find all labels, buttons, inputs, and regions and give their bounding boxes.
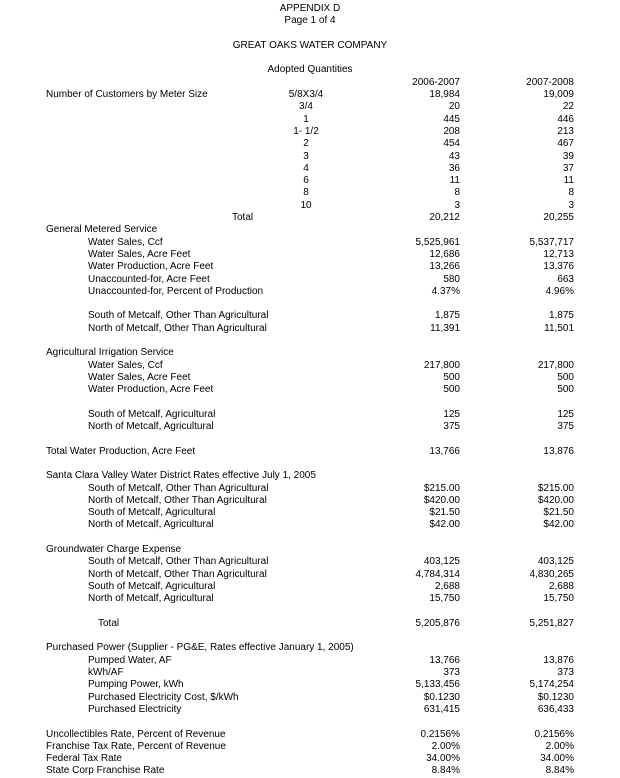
spacer-row	[0, 335, 620, 347]
row-value-2007-2008: 2.00%	[545, 740, 574, 752]
row-value-2006-2007: 217,800	[423, 359, 460, 371]
row-mid-label: 2	[303, 138, 309, 150]
row-value-2006-2007: $0.1230	[423, 691, 460, 703]
spacer-row	[0, 298, 620, 310]
spacer-row	[0, 716, 620, 728]
row-value-2007-2008: 636,433	[537, 703, 574, 715]
column-headers-row	[0, 77, 620, 89]
row-value-2006-2007: 8.84%	[431, 765, 460, 777]
row-value-2007-2008: $215.00	[537, 482, 574, 494]
row-value-2006-2007: $215.00	[423, 482, 460, 494]
row-label: South of Metcalf, Other Than Agricultural	[88, 310, 269, 322]
row-mid-label: 6	[303, 175, 309, 187]
row-value-2007-2008: 373	[557, 667, 574, 679]
row-value-2006-2007: 445	[443, 113, 460, 125]
row-value-2007-2008: 11,501	[544, 322, 574, 334]
row-value-2006-2007: 3	[454, 199, 460, 211]
row-value-2007-2008: 20,255	[543, 212, 574, 224]
row-value-2007-2008: 37	[562, 162, 574, 174]
table-row	[0, 372, 620, 384]
row-label: Total Water Production, Acre Feet	[46, 445, 196, 457]
spacer-row	[0, 606, 620, 618]
table-row	[0, 729, 620, 741]
table-row	[0, 151, 620, 163]
spacer-row	[0, 28, 620, 40]
row-value-2006-2007: 34.00%	[426, 753, 460, 765]
row-value-2007-2008: 12,713	[543, 248, 574, 260]
table-row	[0, 569, 620, 581]
spacer-row	[0, 630, 620, 642]
row-label: General Metered Service	[46, 224, 158, 236]
row-mid-label: 3	[303, 150, 309, 162]
row-value-2006-2007: $420.00	[423, 494, 460, 506]
row-value-2007-2008: 5,537,717	[529, 236, 574, 248]
table-row	[0, 741, 620, 753]
table-body	[0, 89, 620, 778]
row-value-2006-2007: 375	[443, 421, 460, 433]
table-row	[0, 138, 620, 150]
table-row	[0, 126, 620, 138]
row-label: Federal Tax Rate	[46, 753, 122, 765]
row-value-2007-2008: 0.2156%	[534, 728, 574, 740]
row-label: Purchased Electricity Cost, $/kWh	[88, 691, 239, 703]
row-value-2006-2007: 13,266	[429, 261, 460, 273]
row-value-2006-2007: 5,133,456	[415, 679, 460, 691]
spacer-row	[0, 433, 620, 445]
table-title: Adopted Quantities	[267, 64, 353, 76]
row-value-2006-2007: 500	[443, 371, 460, 383]
table-row	[0, 679, 620, 691]
row-value-2006-2007: 4,784,314	[415, 568, 460, 580]
row-label: South of Metcalf, Agricultural	[88, 408, 216, 420]
appendix-title: APPENDIX D	[279, 3, 341, 14]
table-row	[0, 692, 620, 704]
table-row	[0, 667, 620, 679]
spacer-row	[0, 458, 620, 470]
row-value-2007-2008: 15,750	[543, 593, 574, 605]
table-row	[0, 446, 620, 458]
row-label: South of Metcalf, Agricultural	[88, 507, 216, 519]
row-value-2006-2007: 208	[443, 125, 460, 137]
row-label: Pumping Power, kWh	[88, 679, 184, 691]
table-row	[0, 421, 620, 433]
row-label: Number of Customers by Meter Size	[46, 89, 208, 101]
row-value-2007-2008: 8.84%	[545, 765, 574, 777]
row-label: State Corp Franchise Rate	[46, 765, 165, 777]
table-row	[0, 470, 620, 482]
table-row	[0, 409, 620, 421]
row-value-2007-2008: 34.00%	[540, 753, 574, 765]
spacer-row	[0, 52, 620, 64]
table-row	[0, 200, 620, 212]
table-row	[0, 655, 620, 667]
row-value-2006-2007: 13,766	[429, 654, 460, 666]
row-value-2007-2008: 22	[562, 101, 574, 113]
page-number: Page 1 of 4	[284, 15, 336, 27]
row-value-2006-2007: 13,766	[429, 445, 460, 457]
row-label: Total	[98, 617, 120, 629]
row-value-2006-2007: 8	[454, 187, 460, 199]
table-row	[0, 114, 620, 126]
row-value-2006-2007: 125	[443, 408, 460, 420]
row-label: North of Metcalf, Other Than Agricultural	[88, 568, 267, 580]
row-label: Water Sales, Acre Feet	[88, 248, 191, 260]
row-label: North of Metcalf, Other Than Agricultural	[88, 322, 267, 334]
table-row	[0, 89, 620, 101]
row-label: Water Sales, Acre Feet	[88, 371, 191, 383]
table-row	[0, 249, 620, 261]
row-mid-label: 4	[303, 162, 309, 174]
table-row	[0, 360, 620, 372]
table-row	[0, 642, 620, 654]
table-row	[0, 753, 620, 765]
row-label: South of Metcalf, Other Than Agricultural	[88, 482, 269, 494]
row-value-2007-2008: 375	[557, 421, 574, 433]
row-value-2006-2007: 4.37%	[431, 285, 460, 297]
table-row	[0, 704, 620, 716]
row-value-2006-2007: 2,688	[434, 580, 460, 592]
spacer-row	[0, 397, 620, 409]
row-value-2007-2008: $42.00	[543, 519, 574, 531]
row-value-2006-2007: 43	[448, 150, 460, 162]
table-row	[0, 261, 620, 273]
row-value-2007-2008: $21.50	[543, 507, 574, 519]
row-mid-label: 8	[303, 187, 309, 199]
row-value-2007-2008: 5,251,827	[529, 617, 574, 629]
row-value-2007-2008: 500	[557, 384, 574, 396]
row-value-2007-2008: 403,125	[537, 556, 574, 568]
row-value-2007-2008: 467	[557, 138, 574, 150]
table-row	[0, 274, 620, 286]
row-label: Unaccounted-for, Percent of Production	[88, 285, 264, 297]
row-label: Uncollectibles Rate, Percent of Revenue	[46, 728, 226, 740]
row-mid-label: 1	[303, 113, 309, 125]
table-row	[0, 495, 620, 507]
row-label: North of Metcalf, Agricultural	[88, 421, 214, 433]
row-value-2007-2008: 446	[557, 113, 574, 125]
row-value-2007-2008: 4.96%	[545, 285, 574, 297]
row-mid-label: 5/8X3/4	[288, 89, 324, 101]
row-value-2006-2007: 20	[448, 101, 460, 113]
table-row	[0, 618, 620, 630]
row-value-2006-2007: 15,750	[429, 593, 460, 605]
table-row	[0, 187, 620, 199]
table-row	[0, 101, 620, 113]
row-label: Groundwater Charge Expense	[46, 544, 182, 556]
row-value-2006-2007: 2.00%	[431, 740, 460, 752]
company-name: GREAT OAKS WATER COMPANY	[232, 39, 388, 51]
row-value-2006-2007: 0.2156%	[420, 728, 460, 740]
row-mid-label: Total	[232, 212, 254, 224]
row-value-2007-2008: 125	[557, 408, 574, 420]
row-value-2007-2008: 5,174,254	[529, 679, 574, 691]
row-value-2006-2007: 1,875	[434, 310, 460, 322]
row-value-2007-2008: 500	[557, 371, 574, 383]
row-value-2006-2007: 580	[443, 273, 460, 285]
row-value-2007-2008: 13,376	[543, 261, 574, 273]
row-value-2007-2008: 4,830,265	[529, 568, 574, 580]
row-value-2007-2008: $0.1230	[537, 691, 574, 703]
row-value-2007-2008: $420.00	[537, 494, 574, 506]
row-value-2007-2008: 13,876	[543, 445, 574, 457]
row-value-2006-2007: 631,415	[423, 703, 460, 715]
row-value-2007-2008: 13,876	[543, 654, 574, 666]
table-row	[0, 483, 620, 495]
row-value-2006-2007: $42.00	[429, 519, 460, 531]
row-label: Purchased Power (Supplier - PG&E, Rates effective January 1, 2005)	[46, 642, 354, 654]
row-label: Santa Clara Valley Water District Rates effective July 1, 2005	[46, 470, 316, 482]
table-row	[0, 212, 620, 224]
row-value-2006-2007: 11	[449, 175, 460, 187]
row-value-2007-2008: 3	[568, 199, 574, 211]
row-value-2006-2007: 36	[448, 162, 460, 174]
row-value-2006-2007: 500	[443, 384, 460, 396]
row-label: kWh/AF	[88, 667, 124, 679]
table-row	[0, 323, 620, 335]
table-row	[0, 593, 620, 605]
row-label: Pumped Water, AF	[88, 654, 172, 666]
table-row	[0, 163, 620, 175]
row-label: Unaccounted-for, Acre Feet	[88, 273, 210, 285]
table-row	[0, 310, 620, 322]
row-value-2007-2008: 213	[557, 125, 574, 137]
row-label: North of Metcalf, Other Than Agricultural	[88, 494, 267, 506]
row-value-2006-2007: 5,525,961	[415, 236, 460, 248]
row-value-2007-2008: 19,009	[543, 89, 574, 101]
row-label: Water Production, Acre Feet	[88, 384, 214, 396]
row-value-2006-2007: 5,205,876	[415, 617, 460, 629]
row-value-2006-2007: 12,686	[429, 248, 460, 260]
row-value-2006-2007: 11,391	[430, 322, 460, 334]
spacer-row	[0, 532, 620, 544]
table-row	[0, 544, 620, 556]
row-label: South of Metcalf, Agricultural	[88, 580, 216, 592]
row-value-2006-2007: 18,984	[429, 89, 460, 101]
table-row	[0, 175, 620, 187]
table-row	[0, 286, 620, 298]
row-label: North of Metcalf, Agricultural	[88, 519, 214, 531]
row-value-2006-2007: $21.50	[429, 507, 460, 519]
row-value-2006-2007: 373	[443, 667, 460, 679]
table-row	[0, 384, 620, 396]
row-value-2006-2007: 20,212	[429, 212, 460, 224]
row-value-2007-2008: 2,688	[548, 580, 574, 592]
column-header-2006-2007: 2006-2007	[412, 76, 460, 88]
row-mid-label: 3/4	[299, 101, 313, 113]
table-row	[0, 519, 620, 531]
row-value-2007-2008: 11	[563, 175, 574, 187]
row-label: Water Sales, Ccf	[88, 359, 163, 371]
row-value-2007-2008: 8	[568, 187, 574, 199]
column-header-2007-2008: 2007-2008	[526, 76, 574, 88]
row-mid-label: 10	[300, 199, 312, 211]
row-value-2006-2007: 454	[443, 138, 460, 150]
row-value-2007-2008: 663	[557, 273, 574, 285]
table-row	[0, 581, 620, 593]
row-label: Agricultural Irrigation Service	[46, 347, 174, 359]
row-label: South of Metcalf, Other Than Agricultural	[88, 556, 269, 568]
row-value-2007-2008: 217,800	[537, 359, 574, 371]
row-value-2007-2008: 39	[562, 150, 574, 162]
row-mid-label: 1- 1/2	[293, 125, 319, 137]
table-row	[0, 237, 620, 249]
table-row	[0, 347, 620, 359]
row-label: North of Metcalf, Agricultural	[88, 593, 214, 605]
table-row	[0, 556, 620, 568]
row-label: Water Sales, Ccf	[88, 236, 163, 248]
row-value-2006-2007: 403,125	[423, 556, 460, 568]
row-label: Franchise Tax Rate, Percent of Revenue	[46, 740, 226, 752]
row-label: Purchased Electricity	[88, 703, 182, 715]
row-label: Water Production, Acre Feet	[88, 261, 214, 273]
table-row	[0, 507, 620, 519]
row-value-2007-2008: 1,875	[548, 310, 574, 322]
table-row	[0, 224, 620, 236]
